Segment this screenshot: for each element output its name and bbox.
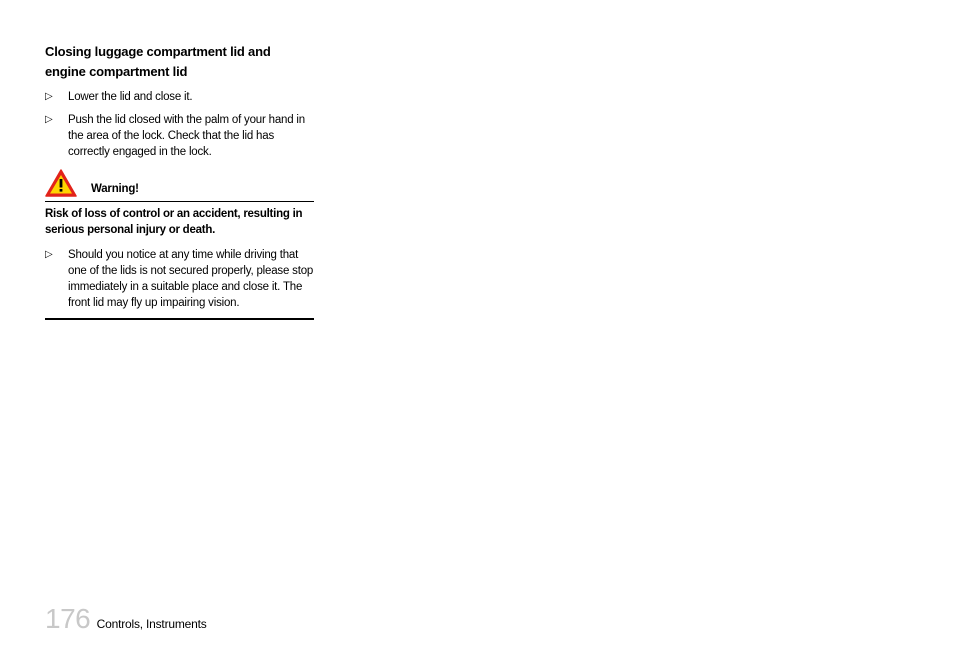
- warning-step: [45, 247, 314, 311]
- page-number: 176: [45, 603, 91, 634]
- instruction-step: [45, 89, 314, 105]
- instruction-step: [45, 112, 314, 160]
- warning-end-rule: [45, 318, 314, 320]
- warning-header: [45, 169, 314, 202]
- step-arrow-icon: ▷: [45, 91, 53, 102]
- instruction-column: [45, 42, 314, 320]
- step-text: Should you notice at any time while driving that one of the lids is not secured properly, please stop immediately in a suitable place and close it. The front lid may fly up impairing vision.: [68, 249, 314, 309]
- step-text: Lower the lid and close it.: [68, 91, 193, 103]
- warning-risk-text: Risk of loss of control or an accident, resulting in serious personal injury or death.: [45, 208, 303, 236]
- warning-triangle-icon: [45, 169, 77, 197]
- step-arrow-icon: ▷: [45, 114, 53, 125]
- step-text: Push the lid closed with the palm of your hand in the area of the lock. Check that the lid has correctly engaged in the lock.: [68, 114, 305, 158]
- footer-section-name: Controls, Instruments: [96, 617, 207, 631]
- section-heading: Closing luggage compartment lid and engine compartment lid: [45, 44, 271, 79]
- page-footer: [45, 603, 207, 635]
- warning-label: Warning!: [91, 183, 139, 195]
- step-arrow-icon: ▷: [45, 249, 53, 260]
